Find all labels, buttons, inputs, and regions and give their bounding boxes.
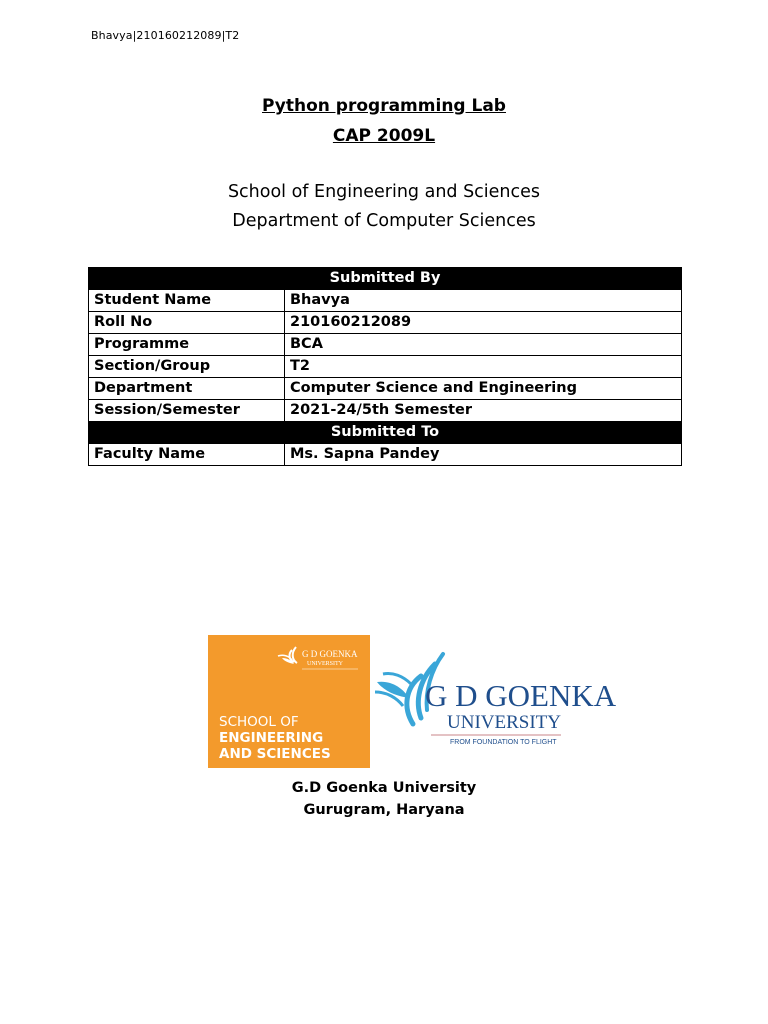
row-value: 2021-24/5th Semester [285, 400, 682, 422]
row-value: BCA [285, 334, 682, 356]
school-logo-line2: ENGINEERING [219, 730, 324, 746]
page-header: Bhavya|210160212089|T2 [91, 29, 240, 42]
mini-university-logo-icon [270, 644, 364, 678]
table-row [89, 290, 682, 312]
logo-tagline: FROM FOUNDATION TO FLIGHT [450, 739, 557, 746]
submission-table [88, 267, 682, 466]
course-title: Python programming Lab [262, 96, 506, 116]
school-logo [208, 635, 370, 768]
school-logo-line1: SCHOOL OF [219, 714, 299, 730]
mini-logo-name: G D GOENKA [302, 649, 358, 659]
row-value: 210160212089 [285, 312, 682, 334]
submitted-by-header: Submitted By [89, 268, 682, 290]
row-value: T2 [285, 356, 682, 378]
row-value: Ms. Sapna Pandey [285, 444, 682, 466]
row-label: Department [89, 378, 285, 400]
row-label: Section/Group [89, 356, 285, 378]
submitted-to-header-row [89, 422, 682, 444]
table-row [89, 400, 682, 422]
table-row [89, 444, 682, 466]
table-row [89, 378, 682, 400]
school-logo-line3: AND SCIENCES [219, 746, 331, 762]
logo-university: UNIVERSITY [447, 712, 561, 733]
table-row [89, 356, 682, 378]
university-location: Gurugram, Haryana [303, 802, 465, 818]
table-row [89, 334, 682, 356]
table-row [89, 312, 682, 334]
school-name: School of Engineering and Sciences [227, 182, 541, 202]
row-label: Programme [89, 334, 285, 356]
row-value: Bhavya [285, 290, 682, 312]
submitted-to-header: Submitted To [89, 422, 682, 444]
row-label: Faculty Name [89, 444, 285, 466]
university-logo [373, 646, 617, 746]
row-label: Student Name [89, 290, 285, 312]
row-label: Roll No [89, 312, 285, 334]
submitted-by-header-row [89, 268, 682, 290]
course-code: CAP 2009L [332, 126, 436, 146]
row-value: Computer Science and Engineering [285, 378, 682, 400]
department-name: Department of Computer Sciences [232, 211, 536, 231]
row-label: Session/Semester [89, 400, 285, 422]
logo-name: G D GOENKA [425, 678, 617, 713]
mini-logo-university: UNIVERSITY [307, 661, 343, 667]
university-name: G.D Goenka University [291, 780, 477, 796]
